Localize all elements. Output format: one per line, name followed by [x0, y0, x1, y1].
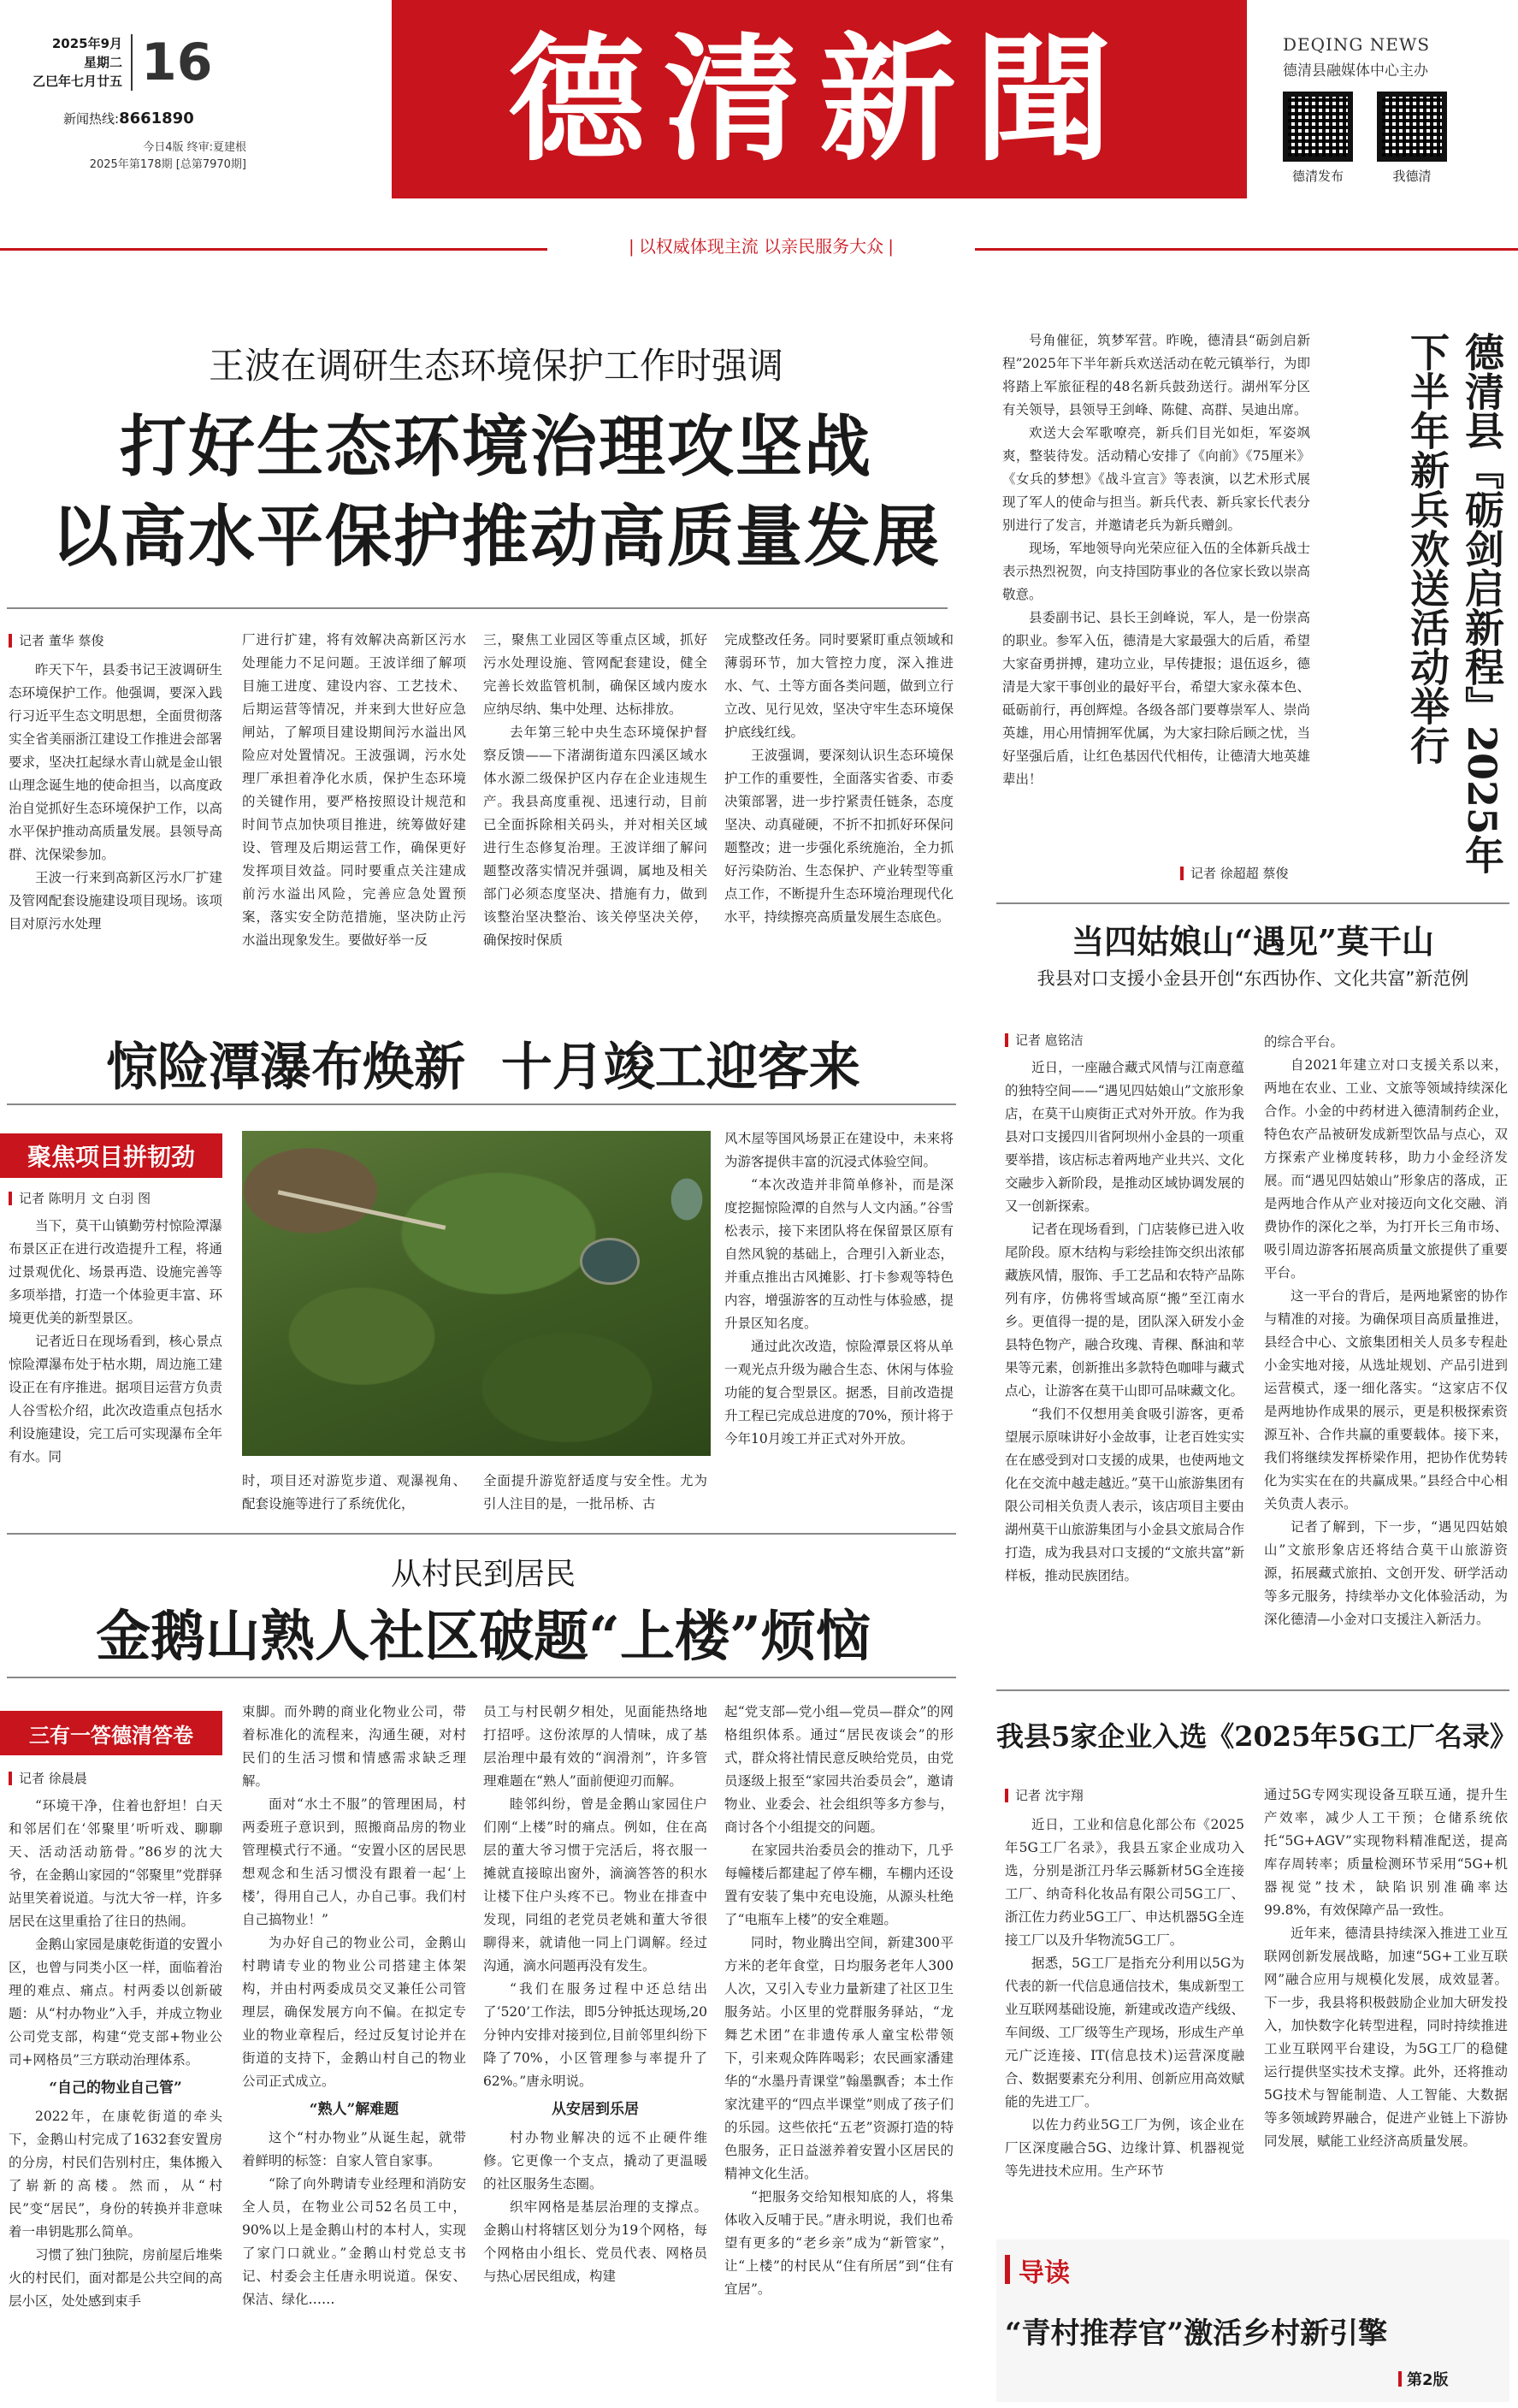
paragraph: 通过此次改造，惊险潭景区将从单一观光点升级为融合生态、休闲与体验功能的复合型景区。据悉，目前改造提升工程已完成总进度的70%，预计将于今年10月竣工并正式对外开放。: [724, 1339, 954, 1447]
paragraph: 近年来，德清县持续深入推进工业互联网创新发展战略，加速“5G+工业互联网”融合应用与规模化发展，成效显著。下一步，我县将积极鼓励企业加大研发投入，加快数字化转型进程，同时持续推进工业互联网平台建设，为5G工厂的稳健运行提供坚实技术支撑。此外，还将推动5G技术与智能制造、人工智能、大数据等多领域跨界融合，促进产业链上下游协同发展，赋能工业经济高质量发展。: [1264, 1926, 1508, 2149]
qr-label-wodeqing: 我德清: [1392, 169, 1432, 184]
jinge-column-2: [242, 1701, 466, 2398]
fiveg-column-2: [1264, 1784, 1508, 2228]
paragraph: 全面提升游览舒适度与安全性。尤为引人注目的是，一批吊桥、古: [483, 1473, 707, 1512]
fiveg-headline: 我县5家企业入选《2025年5G工厂名录》: [996, 1720, 1517, 1753]
paragraph: 记者近日在现场看到，核心景点惊险潭瀑布处于枯水期，周边施工建设正在有序推进。据项目运营方负责人谷雪松介绍，此次改造重点包括水利设施建设，完工后可实现瀑布全年有水。同: [9, 1334, 222, 1464]
side-rule: [996, 902, 1509, 904]
paragraph: 的综合平台。: [1264, 1034, 1344, 1050]
side-story-title: 德清县『砺剑启新程』2025年下半年新兵欢送活动举行: [1404, 332, 1505, 875]
paragraph: 王波一行来到高新区污水厂扩建及管网配套设施建设项目现场。该项目对原污水处理: [9, 870, 222, 932]
falls-column-3: [483, 1470, 707, 1521]
paragraph: 为办好自己的物业公司，金鹅山村聘请专业的物业公司搭建主体架构，并由村两委成员交叉兼任公司管理层，确保发展方向不偏。在拟定专业的物业章程后，经过反复讨论并在街道的支持下，金鹅山村自己的物业公司正式成立。: [242, 1935, 466, 2089]
mogan-rule: [996, 1689, 1509, 1691]
paragraph: 2022年，在康乾街道的牵头下，金鹅山村完成了1632套安置房的分房，村民们告别村庄，集体搬入了崭新的高楼。然而，从“村民”变“居民”，身份的转换并非意味着一串钥匙那么简单。: [9, 2109, 222, 2239]
lead-headline-2: 以高水平保护推动高质量发展: [50, 498, 941, 576]
masthead-right-block: [1283, 34, 1505, 185]
section-subhead: “自己的物业自己管”: [49, 2080, 182, 2097]
lead-headline: 打好生态环境治理攻坚战: [119, 408, 872, 486]
qr-label-fabu: 德清发布: [1291, 169, 1344, 184]
paragraph: 自2021年建立对口支援关系以来，两地在农业、工业、文旅等领域持续深化合作。小金的中药材进入德清制药企业，特色农产品被研发成新型饮品与点心，双方探索产业梯度转移，助力小金经济发展。而“遇见四姑娘山”形象店的落成，正是两地合作从产业对接迈向文化交融、消费协作的深化之举，为打开长三角市场、吸引周边游客拓展高质量文旅提供了重要平台。: [1264, 1057, 1508, 1281]
falls-bottom-rule: [7, 1533, 956, 1535]
slogan: 以权威体现主流 以亲民服务大众: [638, 236, 884, 257]
lead-rule: [7, 607, 948, 609]
preview-label: 导读: [1019, 2258, 1070, 2288]
issue-info: 2025年第178期 [总第7970期]: [89, 158, 246, 171]
byline-text: 记者 徐晨晨: [19, 1771, 87, 1786]
paragraph: 去年第三轮中央生态环境保护督察反馈——下渚湖街道东四溪区域水体水源二级保护区内存在企业违规生产。我县高度重视、迅速行动，目前已全面拆除相关码头，并对相关区域进行生态修复治理。王波详细了解问题整改落实情况并强调，属地及相关部门必须态度坚决、措施有力，做到该整治坚决整治、该关停坚决关停，确保按时保质: [483, 725, 707, 948]
paragraph: 号角催征，筑梦军营。昨晚，德清县“砺剑启新程”2025年下半年新兵欢送活动在乾元镇举行，为即将踏上军旅征程的48名新兵鼓劲送行。湖州军分区有关领导，县领导王剑峰、陈健、高群、吴迪出席。: [1002, 333, 1310, 417]
mogan-column-1: [1005, 1056, 1244, 1672]
jinge-headline: 金鹅山熟人社区破题“上楼”烦恼: [96, 1605, 871, 1669]
falls-column-4: [724, 1127, 954, 1521]
paragraph: 织牢网格是基层治理的支撑点。金鹅山村将辖区划分为19个网格，每个网格由小组长、党员代表、网格员与热心居民组成，构建: [483, 2199, 707, 2284]
falls-badge: [0, 1133, 222, 1178]
sponsor: 德清县融媒体中心主办: [1283, 62, 1428, 80]
paragraph: 起“党支部—党小组—党员—群众”的网格组织体系。通过“居民夜谈会”的形式，群众将社情民意反映给党员，由党员逐级上报至“家园共治委员会”，邀请物业、业委会、社会组织等多方参与，商讨各个小组提交的问题。: [724, 1704, 954, 1835]
paragraph: 王波强调，要深刻认识生态环境保护工作的重要性，全面落实省委、市委决策部署，进一步拧紧责任链条，态度坚决、动真碰硬，不折不扣抓好环保问题整改；进一步强化系统施治，全力抓好污染防治、生态保护、产业转型等重点工作，不断提升生态环境治理现代化水平，持续擦亮高质量发展生态底色。: [724, 748, 954, 925]
falls-byline: [9, 1189, 151, 1207]
waterfall-pool: [580, 1238, 640, 1285]
jinge-column-1: [9, 1795, 222, 2398]
paragraph: 金鹅山家园是康乾街道的安置小区，也曾与同类小区一样，面临着治理的难点、痛点。村两委以创新破题：从“村办物业”入手，并成立物业公司党支部，构建“党支部+物业公司+网格员”三方联动治理体系。: [9, 1937, 222, 2068]
byline-text: 记者 陈明月 文 白羽 图: [19, 1191, 151, 1206]
jinge-rule: [7, 1677, 956, 1678]
lead-column-1: [9, 659, 222, 1001]
fiveg-byline: [1005, 1786, 1084, 1804]
paragraph: 厂进行扩建，将有效解决高新区污水处理能力不足问题。王波详细了解项目施工进度、建设内容、工艺技术、后期运营等情况，并来到大世好应急闸站，了解项目建设期间污水溢出风险应对处置情况。王波强调，污水处理厂承担着净化水质，保护生态环境的关键作用，要严格按照设计规范和时间节点加快项目推进，统筹做好建设、管理及后期运营工作，确保更好发挥项目效益。同时要重点关注建成前污水溢出风险，完善应急处置预案，落实安全防范措施，坚决防止污水溢出现象发生。要做好举一反: [242, 632, 466, 948]
jinge-byline: [9, 1769, 87, 1787]
mogan-headline: 当四姑娘山“遇见”莫干山: [1072, 922, 1434, 961]
preview-label-bar: [1005, 2255, 1010, 2284]
paragraph: 近日，工业和信息化部公布《2025年5G工厂名录》，我县五家企业成功入选，分别是浙江丹华云縣新材5G全连接工厂、纳奇科化妆品有限公司5G工厂、浙江佐力药业5G工厂、申达机器5G全连接工厂以及升华物流5G工厂。: [1005, 1817, 1244, 1948]
lead-column-2: [242, 629, 466, 1001]
paragraph: 完成整改任务。同时要紧盯重点领域和薄弱环节，加大管控力度，深入推进水、气、土等方面各类问题，做到立行立改、见行见效，坚决守牢生态环境保护底线红线。: [724, 632, 954, 740]
paragraph: 现场，军地领导向光荣应征入伍的全体新兵战士表示热烈祝贺，向支持国防事业的各位家长致以崇高敬意。: [1002, 541, 1310, 602]
paragraph: 记者了解到，下一步，“遇见四姑娘山”文旅形象店还将结合莫干山旅游资源，拓展藏式旅拍、文创开发、研学活动等多元服务，持续举办文化体验活动，为深化德清—小金对口支援注入新活力。: [1264, 1519, 1508, 1627]
paragraph: 三，聚焦工业园区等重点区域，抓好污水处理设施、管网配套建设，健全完善长效监管机制，确保区域内废水应纳尽纳、集中处理、达标排放。: [483, 632, 707, 717]
hotline-number: 8661890: [119, 109, 194, 127]
badge-text: 聚焦项目拼韧劲: [27, 1143, 195, 1171]
byline-text: 记者 徐超超 蔡俊: [1190, 866, 1289, 881]
paragraph: 县委副书记、县长王剑峰说，军人，是一份崇高的职业。参军入伍，德清是大家最强大的后盾，希望大家奋勇拼搏，建功立业，早传捷报；退伍返乡，德清是大家干事创业的最好平台，希望大家永葆本色、砥砺前行，再创辉煌。各级各部门要尊崇军人、崇尚英雄，用心用情拥军优属，为大家扫除后顾之忧，当好坚强后盾，让红色基因代代相传，让德清大地英雄辈出！: [1002, 610, 1310, 787]
paragraph: 这个“村办物业”从诞生起，就带着鲜明的标签：自家人管自家事。: [242, 2130, 466, 2168]
paragraph: “本次改造并非简单修补，而是深度挖掘惊险潭的自然与人文内涵。”谷雪松表示，接下来团队将在保留景区原有自然风貌的基础上，合理引入新业态，并重点推出古风摊影、打卡参观等特色内容，增强游客的互动性与体验感，提升景区知名度。: [724, 1177, 954, 1331]
jinge-column-3: [483, 1701, 707, 2398]
date-line: 2025年9月: [51, 36, 123, 51]
section-subhead: 从安居到乐居: [552, 2101, 639, 2118]
qr-code-icon[interactable]: [1283, 92, 1353, 162]
english-name: DEQING NEWS: [1283, 34, 1431, 55]
falls-headline: 惊险潭瀑布焕新 十月竣工迎客来: [106, 1038, 860, 1098]
lead-kicker: 王波在调研生态环境保护工作时强调: [208, 345, 783, 387]
paragraph: 记者在现场看到，门店装修已进入收尾阶段。原木结构与彩绘挂饰交织出浓郁藏族风情，服饰、手工艺品和农特产品陈列有序，仿佛将雪域高原“搬”至江南水乡。更值得一提的是，团队深入研发小金县特色物产，融合玫瑰、青稞、酥油和苹果等元素，创新推出多款特色咖啡与藏式点心，让游客在莫干山即可品味藏文化。: [1005, 1222, 1244, 1399]
paragraph: 时，项目还对游览步道、观瀑视角、配套设施等进行了系统优化，: [242, 1473, 466, 1512]
paragraph: 通过5G专网实现设备互联互通，提升生产效率，减少人工干预；仓储系统依托“5G+AGV”实现物料精准配送，提高库存周转率；质量检测环节采用“5G+机器视觉”技术，缺陷识别准确率达99.8%，有效保障产品一致性。: [1264, 1787, 1508, 1918]
fiveg-column-1: [1005, 1813, 1244, 2228]
page-number: 16: [141, 33, 213, 92]
paragraph: 习惯了独门独院，房前屋后堆柴火的村民们，面对都是公共空间的高层小区，处处感到束手: [9, 2247, 222, 2309]
waterfall-aerial-photo: [242, 1131, 711, 1456]
slogan-bar: | 以权威体现主流 以亲民服务大众 |: [547, 233, 975, 267]
paragraph: “把服务交给知根知底的人，将集体收入反哺于民。”唐永明说，我们也希望有更多的“老乡亲”成为“新管家”，让“上楼”的村民从“住有所居”到“住有宜居”。: [724, 2189, 954, 2297]
paragraph: 风木屋等国风场景正在建设中，未来将为游客提供丰富的沉浸式体验空间。: [724, 1131, 954, 1169]
preview-headline[interactable]: “青村推荐官”激活乡村新引擎: [1005, 2316, 1388, 2351]
preview-page-ref[interactable]: [1398, 2368, 1449, 2390]
byline-text: 记者 董华 蔡俊: [19, 633, 104, 648]
paragraph: 束脚。而外聘的商业化物业公司，带着标准化的流程来，沟通生硬，对村民们的生活习惯和情感需求缺乏理解。: [242, 1704, 466, 1789]
side-byline: [1180, 864, 1289, 882]
paragraph: 村办物业解决的远不止硬件维修。它更像一个支点，撬动了更温暖的社区服务生态圈。: [483, 2130, 707, 2192]
paragraph: 员工与村民朝夕相处，见面能热络地打招呼。这份浓厚的人情味，成了基层治理中最有效的“润滑剂”，许多管理难题在“熟人”面前便迎刃而解。: [483, 1704, 707, 1789]
paragraph: 这一平台的背后，是两地紧密的协作与精准的对接。为确保项目高质量推进，县经合中心、文旅集团相关人员多专程赴小金实地对接，从选址规划、产品引进到运营模式，逐一细化落实。“这家店不仅是两地协作成果的展示，更是积极探索资源互补、合作共赢的重要载体。接下来，我们将继续发挥桥梁作用，把协作优势转化为实实在在的共赢成果。”县经合中心相关负责人表示。: [1264, 1288, 1508, 1512]
falls-column-2: [242, 1470, 466, 1521]
masthead-title-block: [392, 0, 1247, 198]
paragraph: 在家园共治委员会的推动下，几乎每幢楼后都建起了停车棚，车棚内还设置有安装了集中充电设施，从源头杜绝了“电瓶车上楼”的安全难题。: [724, 1843, 954, 1927]
lead-column-4: [724, 629, 954, 1001]
section-subhead: “熟人”解难题: [309, 2101, 399, 2118]
paragraph: 当下，莫干山镇勤劳村惊险潭瀑布景区正在进行改造提升工程，将通过景观优化、场景再造、设施完善等多项举措，打造一个体验更丰富、环境更优美的新型景区。: [9, 1218, 222, 1326]
paragraph: 据悉，5G工厂是指充分利用以5G为代表的新一代信息通信技术，集成新型工业互联网基础设施，新建或改造产线级、车间级、工厂级等生产现场，形成生产单元广泛连接、IT(信息技术)运营深度融合、数据要素充分利用、创新应用高效赋能的先进工厂。: [1005, 1955, 1244, 2109]
byline-text: 记者 沈宇翔: [1015, 1788, 1084, 1803]
paragraph: 以佐力药业5G工厂为例，该企业在厂区深度融合5G、边缘计算、机器视觉等先进技术应用。生产环节: [1005, 2117, 1244, 2179]
jinge-column-4: [724, 1701, 954, 2398]
paragraph: 昨天下午，县委书记王波调研生态环境保护工作。他强调，要深入践行习近平生态文明思想，全面贯彻落实全省美丽浙江建设工作推进会部署要求，坚决扛起绿水青山就是金山银山理念诞生地的使命担当，以高度政治自觉抓好生态环境保护工作，以高水平保护推动高质量发展。县领导高群、沈保梁参加。: [9, 662, 222, 862]
falls-rule: [7, 1103, 956, 1105]
paragraph: “除了向外聘请专业经理和消防安全人员，在物业公司52名员工中，90%以上是金鹅山村的本村人，实现了家门口就业。”金鹅山村党总支书记、村委会主任唐永明说道。保安、保洁、绿化……: [242, 2176, 466, 2307]
paragraph: “我们不仅想用美食吸引游客，更希望展示原味讲好小金故事，让老百姓实实在在感受到对口支援的成果，也使两地文化在交流中越走越近。”莫干山旅游集团有限公司相关负责人表示，该店项目主要由湖州莫干山旅游集团与小金县文旅局合作打造，成为我县对口支援的“文旅共富”新样板，推动民族团结。: [1005, 1406, 1244, 1583]
lunar-date: 乙巳年七月廿五: [32, 74, 123, 89]
qr-code-icon[interactable]: [1377, 92, 1447, 162]
masthead-date-block: [32, 34, 289, 174]
lead-byline: [9, 631, 104, 649]
paragraph: 面对“水土不服”的管理困局，村两委班子意识到，照搬商品房的物业管理模式行不通。“安置小区的居民思想观念和生活习惯没有跟着一起‘上楼’，得用自己人，办自己事。我们村自己搞物业！”: [242, 1796, 466, 1927]
badge-text: 三有一答德清答卷: [29, 1723, 193, 1748]
paragraph: 睦邻纠纷，曾是金鹅山家园住户们刚“上楼”时的痛点。例如，住在高层的董大爷习惯于完活后，将衣服一摊就直接晾出窗外，滴滴答答的积水让楼下住户头疼不已。物业在排查中发现，同组的老党员老姚和董大爷很聊得来，就请他一同上门调解。经过沟通，滴水问题再没有发生。: [483, 1796, 707, 1973]
side-story-body: [1002, 329, 1310, 877]
paragraph: “我们在服务过程中还总结出了‘520’工作法，即5分钟抵达现场,20分钟内安排对接到位,目前邻里纠纷下降了70%，小区管理参与率提升了62%。”唐永明说。: [483, 1981, 707, 2089]
paragraph: “环境干净，住着也舒坦！白天和邻居们在‘邻聚里’听听戏、聊聊天、活动活动筋骨。”86岁的沈大爷，在金鹅山家园的“邻聚里”党群驿站里笑着说道。与沈大爷一样，许多居民在这里重拾了往日的热闹。: [9, 1798, 222, 1929]
mogan-subtitle: 我县对口支援小金县开创“东西协作、文化共富”新范例: [1037, 968, 1469, 989]
hotline-label: 新闻热线:: [63, 111, 120, 127]
construction-path: [278, 1190, 446, 1229]
falls-column-1: [9, 1215, 222, 1518]
paragraph: 欢送大会军歌嘹亮，新兵们目光如炬，军姿飒爽，整装待发。活动精心安排了《向前》《75厘米》《女兵的梦想》《战斗宣言》等表演，以艺术形式展现了军人的使命与担当。新兵代表、新兵家长代表分别进行了发言，并邀请老兵为新兵赠剑。: [1002, 425, 1310, 533]
newspaper-title: 德清新聞: [507, 19, 1131, 180]
preview-box[interactable]: [996, 2239, 1509, 2402]
lead-column-3: [483, 629, 707, 1001]
edition-info: 今日4版 终审:夏建根: [143, 141, 246, 154]
paragraph: 近日，一座融合藏式风情与江南意蕴的独特空间——“遇见四姑娘山”文旅形象店，在莫干山庾街正式对外开放。作为我县对口支援四川省阿坝州小金县的一项重要举措，该店标志着两地产业共兴、文化交融步入新阶段，是推动区域协调发展的又一创新探索。: [1005, 1060, 1244, 1214]
mogan-column-2: [1264, 1031, 1508, 1672]
page-ref-text: 第2版: [1407, 2371, 1449, 2389]
jinge-kicker: 从村民到居民: [390, 1557, 576, 1592]
weekday: 星期二: [84, 55, 123, 70]
byline-text: 记者 扈铭洁: [1015, 1032, 1084, 1048]
mogan-byline: [1005, 1031, 1084, 1049]
jinge-badge: [0, 1711, 222, 1755]
paragraph: 同时，物业腾出空间，新建300平方米的老年食堂，日均服务老年人300人次，又引入专业力量新建了社区卫生服务站。小区里的党群服务驿站，“龙舞艺术团”在非遗传承人童宝松带领下，引来观众阵阵喝彩；农民画家潘建华的“水墨丹青课堂”翰墨飘香；本土作家沈建平的“四点半课堂”则成了孩子们的乐园。这些依托“五老”资源打造的特色服务，正日益滋养着安置小区居民的精神文化生活。: [724, 1935, 954, 2181]
